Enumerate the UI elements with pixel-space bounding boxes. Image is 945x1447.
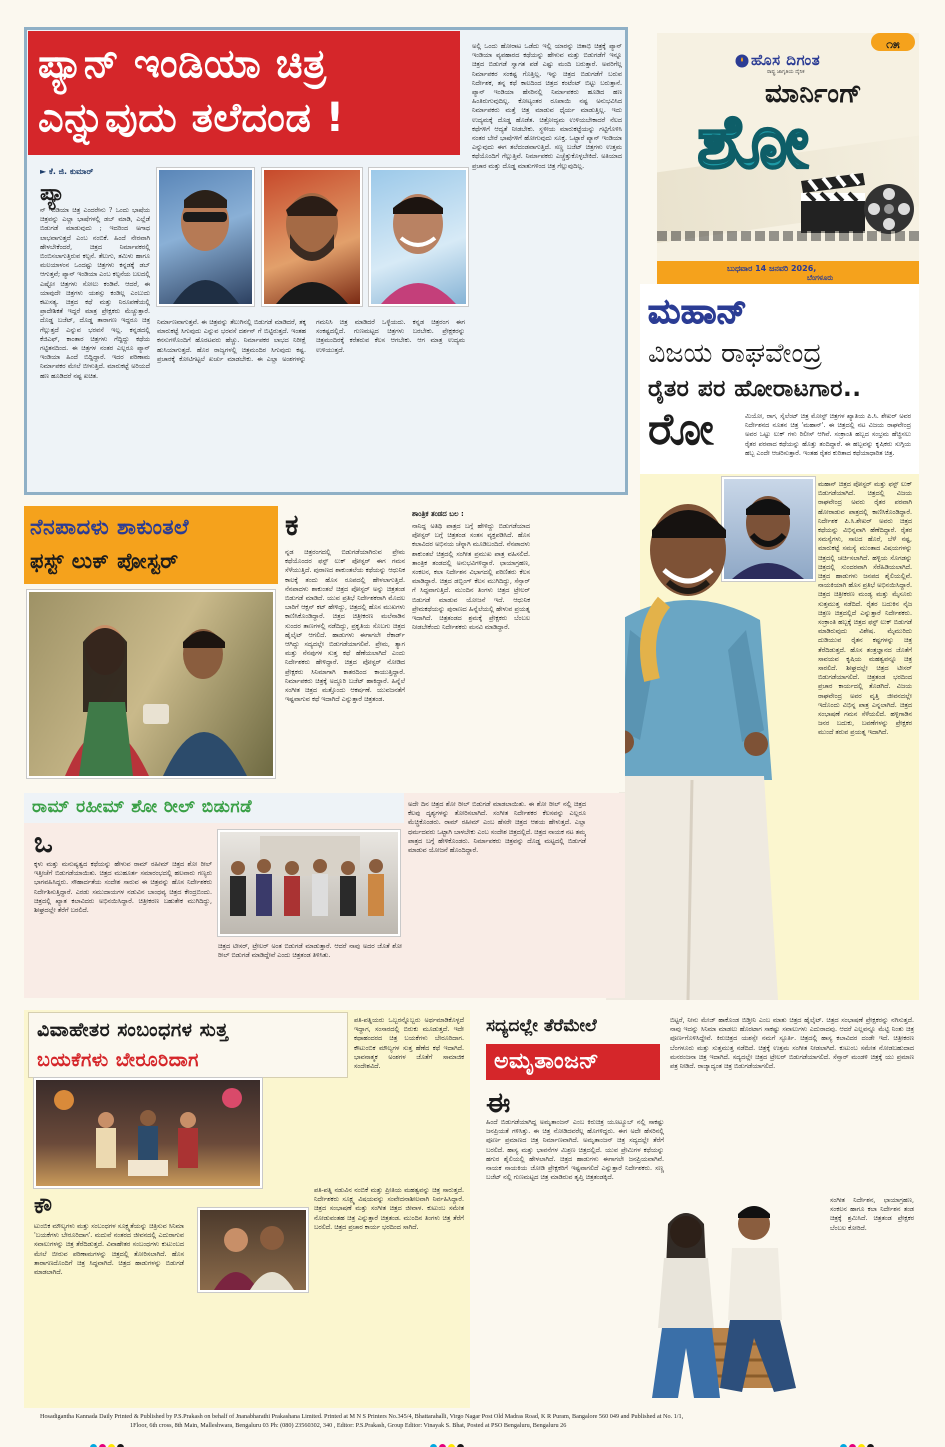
story1-text-col1: ನ್ ಇಂಡಿಯಾ ಚಿತ್ರ ಎಂದರೇನು ? ಒಂದು ಭಾಷೆಯ ಚಿತ್ರವನ್ನು ಎಲ್ಲಾ ಭಾಷೆಗಳಲ್ಲಿ ಡಬ್ ಮಾಡಿ, ಎಲ್ಲೆಡೆ ಬಿಡುಗಡೆ ಮಾಡುವುದು ; ಇದರಿಂದ ಅಗಾಧ ಲಾಭವಾಗುತ್ತದೆ ಎಂಬ ನಂಬಿಕೆ. ಹಿಂದೆ ನೇರವಾಗಿ ಹೇಳಬೇಕೆಂದರೆ, ಚಿತ್ರದ ನಿರ್ಮಾಪಕರಲ್ಲಿ ಬಿಂಬಿಸಲಾಗುತ್ತಿರುವ ಕಲ್ಪನೆ. ತೆಲುಗು, ತಮಿಳು ಹಾಗೂ ಮಲಯಾಳಂನ ಒಂದಷ್ಟು ಚಿತ್ರಗಳು ಕನ್ನಡಕ್ಕೆ ಡಬ್ ಆಗುತ್ತವೆ; ಪ್ಯಾನ್ ಇಂಡಿಯಾ ಎಂಬ ಕಲ್ಪನೆಯ ಬಲದಲ್ಲಿ ಎಷ್ಟೋ ಚಿತ್ರಗಳು ಸೋಲು ಕಂಡಿವೆ. ಆದರೆ, ಈ ಯಾವುದೇ ಚಿತ್ರಗಳು ಯಶಸ್ಸು ಕಂಡಿಲ್ಲ ಎಂಬುದು ಕಟುಸತ್ಯ. ಚಿತ್ರದ ಕಥೆ ಮತ್ತು ನಿರೂಪಣೆಯಲ್ಲಿ ಪ್ರಾದೇಶಿಕತೆ ಇದ್ದರೆ ಮಾತ್ರ ಪ್ರೇಕ್ಷಕರು ಮೆಚ್ಚುತ್ತಾರೆ. ದೊಡ್ಡ ಬಜೆಟ್, ದೊಡ್ಡ ತಾರಾಗಣ ಇದ್ದರೂ ಚಿತ್ರ ಗೆಲ್ಲುತ್ತದೆ ಎನ್ನುವ ಭರವಸೆ ಇಲ್ಲ. ಕನ್ನಡದಲ್ಲಿ ಕೆಜಿಎಫ್, ಕಾಂತಾರ ಚಿತ್ರಗಳು ಗೆದ್ದಿದ್ದು ಕಥೆಯ ಗಟ್ಟಿತನದಿಂದ. ಈ ಚಿತ್ರಗಳ ನಂತರ ಎಲ್ಲರೂ ಪ್ಯಾನ್ ಇಂಡಿಯಾ ಹಿಂದೆ ಬಿದ್ದಿದ್ದಾರೆ. ಇದರ ಪರಿಣಾಮ ನಿರ್ಮಾಪಕರ ಮೇಲೆ ಬೀಳುತ್ತಿದೆ. ಮಾರುಕಟ್ಟೆ ಅರಿಯದೆ ಹಣ ಹೂಡಿದರೆ ನಷ್ಟ ಖಚಿತ. <box>40 206 150 380</box>
clapperboard-icon <box>797 173 869 239</box>
page-number-badge <box>871 33 915 51</box>
footer <box>0 1410 945 1447</box>
amrutanjan-title-box <box>486 1044 660 1080</box>
shakuntale-headline-line2: ಫಸ್ಟ್ ಲುಕ್ ಪೋಸ್ಟರ್ <box>30 549 179 573</box>
actor-photo-1 <box>157 168 254 306</box>
story1-text-col2: ಅಲ್ಲಿ ಒಂದು ಹೋರಾಟ ಒಡೆದು ಇಲ್ಲಿ ಯಾರನ್ನು ಚಿತಾಭಿ ಚಿತ್ರಕ್ಕೆ ಪ್ಯಾನ್ ಇಂಡಿಯಾ ವ್ಯವಹಾರದ ಕಥೆಯನ್ನು ಹೇಳುವ ಮತ್ತು ಬಿಡುಗಡೆಗೆ ಇನ್ನೂ ಚಿತ್ರದ ಬಿಡುಗಡೆ ಸ್ವಾಗತ ಪಡೆ ಎಷ್ಟು ಮಂದಿ ಬರುತ್ತಾರೆ. ಅವರಿಗೆಲ್ಲ ನಿರ್ಮಾಪಕರ ಸಂಕಷ್ಟ ಗೊತ್ತಿಲ್ಲ. ಇನ್ನು ಚಿತ್ರದ ಬಿಡುಗಡೆಗೆ ಬರುವ ನಿರ್ದೇಶಕ, ತನ್ನ ಕಥೆ ಕಾಲದಿಂದ ಚಿತ್ರದ ಕಂಟೆಂಟ್ ಬಿಟ್ಟು ಬರುತ್ತಾನೆ. ಪ್ಯಾನ್ ಇಂಡಿಯಾ ಹೆಸರಿನಲ್ಲಿ ನಿರ್ಮಾಪಕರು ಹೂಡಿದ ಹಣ ಹಿಂತಿರುಗುವುದಿಲ್ಲ. ಕೋಟ್ಯಂತರ ರೂಪಾಯಿ ನಷ್ಟ ಅನುಭವಿಸಿದ ನಿರ್ಮಾಪಕರು ಮತ್ತೆ ಚಿತ್ರ ಮಾಡುವ ಧೈರ್ಯ ಮಾಡುತ್ತಿಲ್ಲ. ಇದು ಉದ್ಯಮಕ್ಕೆ ದೊಡ್ಡ ಹೊಡೆತ. ಚಿತ್ರೋದ್ಯಮ ಉಳಿಯಬೇಕಾದರೆ ನೆಲದ ಕಥೆಗಳಿಗೆ ಆದ್ಯತೆ ನೀಡಬೇಕು. ಸ್ಥಳೀಯ ಮಾರುಕಟ್ಟೆಯನ್ನು ಗಟ್ಟಿಗೊಳಿಸಿ ನಂತರ ಬೇರೆ ಭಾಷೆಗಳಿಗೆ ಹೋಗುವುದು ಸೂಕ್ತ. ಒಟ್ಟಾರೆ ಪ್ಯಾನ್ ಇಂಡಿಯಾ ಎನ್ನುವುದು ಈಗ ತಲೆದಂಡವಾಗುತ್ತಿದೆ. ಸಣ್ಣ ಬಜೆಟ್ ಚಿತ್ರಗಳು ಉತ್ತಮ ಕಥೆಯೊಂದಿಗೆ ಗೆಲ್ಲುತ್ತಿವೆ. ನಿರ್ಮಾಪಕರು ಎಚ್ಚೆತ್ತುಕೊಳ್ಳಬೇಕಿದೆ. ಅತಿಯಾದ ಪ್ರಚಾರ ಮತ್ತು ದೊಡ್ಡ ಮಾತುಗಳಿಂದ ಚಿತ್ರ ಗೆಲ್ಲುವುದಿಲ್ಲ. <box>472 42 622 170</box>
amrutanjan-text-col3: ಸಂಗೀತ ನಿರ್ದೇಶನ, ಛಾಯಾಗ್ರಹಣ, ಸಂಕಲನ ಹಾಗೂ ಕಲಾ ನಿರ್ದೇಶನ ತಂಡ ಚಿತ್ರಕ್ಕೆ ಶ್ರಮಿಸಿದೆ. ಚಿತ್ರತಂಡ ಪ್ರೇಕ್ಷಕರ ಬೆಂಬಲ ಕೋರಿದೆ. <box>830 1196 914 1232</box>
mahan-headline-line1: ಮಹಾನ್ <box>648 292 748 332</box>
registration-marks-center <box>430 1436 466 1447</box>
vivahetara-couple-photo <box>198 1208 308 1292</box>
amrutanjan-text-col2: ಬಿಟ್ಟರೆ, ನೀನು ಮೇಜ್ ಹಾಕೊಂಡ ಬಿಡ್ತೀನಿ ಎಂಬ ಮಾತು ಚಿತ್ರದ ಹೈಲೈಟ್. ಚಿತ್ರದ ಸಂಭಾಷಣೆ ಪ್ರೇಕ್ಷಕರನ್ನು ನಗಿಸುತ್ತದೆ. ನಾವು ಇದನ್ನು ಸಿನಿಮಾ ಮಾಡಲು ಹೊರಟಾಗ ಸಾಕಷ್ಟು ಸವಾಲುಗಳು ಎದುರಾದವು. ಆದರೆ ಎಲ್ಲವನ್ನೂ ಮೆಟ್ಟಿ ನಿಂತು ಚಿತ್ರ ಪೂರ್ಣಗೊಳಿಸಿದ್ದೇವೆ. ಕಿರುಚಿತ್ರದ ಯಶಸ್ಸೇ ನಮಗೆ ಸ್ಫೂರ್ತಿ. ಚಿತ್ರದಲ್ಲಿ ಹಾಸ್ಯ ಕಲಾವಿದರ ದಂಡೇ ಇದೆ. ಚಿತ್ರೀಕರಣ ಬೆಂಗಳೂರು ಮತ್ತು ಸುತ್ತಮುತ್ತ ನಡೆದಿದೆ. ಚಿತ್ರಕ್ಕೆ ಉತ್ತಮ ಸಂಗೀತ ನೀಡಲಾಗಿದೆ. ಕುಟುಂಬ ಸಮೇತ ನೋಡಬಹುದಾದ ಮನರಂಜನಾ ಚಿತ್ರ ಇದಾಗಿದೆ. ಸದ್ಯದಲ್ಲೇ ಚಿತ್ರದ ಟ್ರೇಲರ್ ಬಿಡುಗಡೆಯಾಗಲಿದೆ. ಸೆನ್ಸಾರ್ ಮಂಡಳಿ ಚಿತ್ರಕ್ಕೆ ಯು ಪ್ರಮಾಣ ಪತ್ರ ನೀಡಿದೆ. ರಾಜ್ಯಾದ್ಯಂತ ಚಿತ್ರ ಬಿಡುಗಡೆಯಾಗಲಿದೆ. <box>670 1016 914 1071</box>
shakuntale-subhead: ಶಾಂತ್ರಿಕ ತಂಡದ ಬಲ : <box>412 510 464 518</box>
amrutanjan-couple-photo <box>602 1188 832 1410</box>
story1-headline-line1: ಪ್ಯಾನ್ ಇಂಡಿಯಾ ಚಿತ್ರ <box>38 41 327 87</box>
story1-text-bottom: ನಿರ್ಮಾಣವಾಗುತ್ತವೆ. ಈ ಚಿತ್ರವನ್ನು ತೆಲುಗಿನಲ್ಲಿ ಬಿಡುಗಡೆ ಮಾಡಿದರೆ, ತಕ್ಕ ಮಾರುಕಟ್ಟೆ ಸಿಗುವುದು ಎನ್ನುವ ಭರವಸೆ ದರ್ಶನ್ ಗೆ ಬಿಟ್ಟಿರುತ್ತದೆ. ಇಂತಹ ಕನಸುಗಳೊಂದಿಗೆ ಹೊರಟವರು ಹೆಚ್ಚು. ನಿರ್ಮಾಪಕರ ಲಾಭದ ನಿರೀಕ್ಷೆ ಹುಸಿಯಾಗುತ್ತದೆ. ಹೊರ ರಾಜ್ಯಗಳಲ್ಲಿ ಚಿತ್ರಮಂದಿರ ಸಿಗುವುದು ಕಷ್ಟ. ಪ್ರಚಾರಕ್ಕೆ ಕೋಟಿಗಟ್ಟಲೆ ಖರ್ಚು ಮಾಡಬೇಕು. ಈ ಎಲ್ಲಾ ಅಂಶಗಳನ್ನು ಗಮನಿಸಿ ಚಿತ್ರ ಮಾಡಿದರೆ ಒಳ್ಳೆಯದು. ಕನ್ನಡ ಚಿತ್ರರಂಗ ಈಗ ಸಂಕಷ್ಟದಲ್ಲಿದೆ. ಗುಣಮಟ್ಟದ ಚಿತ್ರಗಳು ಬರಬೇಕು. ಪ್ರೇಕ್ಷಕರನ್ನು ಚಿತ್ರಮಂದಿರಕ್ಕೆ ಕರೆತರುವ ಕೆಲಸ ಆಗಬೇಕು. ಆಗ ಮಾತ್ರ ಉದ್ಯಮ ಉಳಿಯುತ್ತದೆ. <box>157 318 465 363</box>
mahan-text-col: ಮಹಾನ್ ಚಿತ್ರದ ಪೋಸ್ಟರ್ ಮತ್ತು ಫಸ್ಟ್ ಲುಕ್ ಬಿಡುಗಡೆಯಾಗಿದೆ. ಚಿತ್ರದಲ್ಲಿ ವಿಜಯ ರಾಘವೇಂದ್ರ ಅವರು ರೈತರ ಪರವಾಗಿ ಹೋರಾಡುವ ಪಾತ್ರದಲ್ಲಿ ಕಾಣಿಸಿಕೊಂಡಿದ್ದಾರೆ. ನಿರ್ದೇಶಕ ಪಿ.ಸಿ.ಶೇಖರ್ ಅವರು ಚಿತ್ರದ ಕಥೆಯನ್ನು ವಿಭಿನ್ನವಾಗಿ ಹೆಣೆದಿದ್ದಾರೆ. ರೈತರ ಸಮಸ್ಯೆಗಳು, ಸಾಲದ ಹೊರೆ, ಬೆಳೆ ನಷ್ಟ, ಮಾರುಕಟ್ಟೆ ಸಮಸ್ಯೆ ಮುಂತಾದ ವಿಷಯಗಳನ್ನು ಚಿತ್ರದಲ್ಲಿ ಚರ್ಚಿಸಲಾಗಿದೆ. ಹಳ್ಳಿಯ ಸೊಗಡನ್ನು ಚಿತ್ರದಲ್ಲಿ ಸುಂದರವಾಗಿ ಸೆರೆಹಿಡಿಯಲಾಗಿದೆ. ಚಿತ್ರದ ಹಾಡುಗಳು ಜನಪದ ಶೈಲಿಯಲ್ಲಿವೆ. ನಾಯಕಿಯಾಗಿ ಹೊಸ ಪ್ರತಿಭೆ ಅಭಿನಯಿಸಿದ್ದಾರೆ. ಚಿತ್ರದ ಚಿತ್ರೀಕರಣ ಮಂಡ್ಯ ಮತ್ತು ಮೈಸೂರು ಸುತ್ತಮುತ್ತ ನಡೆದಿದೆ. ರೈತರ ಬದುಕಿನ ನೈಜ ಚಿತ್ರಣ ಚಿತ್ರದಲ್ಲಿದೆ ಎನ್ನುತ್ತಾರೆ ನಿರ್ದೇಶಕರು. ಸಂಕ್ರಾಂತಿ ಹಬ್ಬಕ್ಕೆ ಚಿತ್ರದ ಫಸ್ಟ್ ಲುಕ್ ಬಿಡುಗಡೆ ಮಾಡಿರುವುದು ವಿಶೇಷ. ಮೈಮುರಿದು ದುಡಿಯುವ ರೈತನ ಕಷ್ಟಗಳನ್ನು ಚಿತ್ರ ತೆರೆದಿಡುತ್ತದೆ. ಹೊಸ ತಂತ್ರಜ್ಞಾನದ ಜೊತೆಗೆ ಸಾವಯವ ಕೃಷಿಯ ಮಹತ್ವವನ್ನೂ ಚಿತ್ರ ಸಾರಲಿದೆ. ಶೀಘ್ರದಲ್ಲೇ ಚಿತ್ರದ ಟೀಸರ್ ಬಿಡುಗಡೆಯಾಗಲಿದೆ. ಚಿತ್ರತಂಡ ಭರದಿಂದ ಪ್ರಚಾರ ಕಾರ್ಯದಲ್ಲಿ ತೊಡಗಿದೆ. ವಿಜಯ ರಾಘವೇಂದ್ರ ಅವರ ವೃತ್ತಿ ಜೀವನದಲ್ಲೇ ಇದೊಂದು ವಿಭಿನ್ನ ಪಾತ್ರ ಎನ್ನಲಾಗಿದೆ. ಚಿತ್ರದ ಸಂಭಾಷಣೆ ಗಮನ ಸೆಳೆಯಲಿದೆ. ಹಳ್ಳಿಗಾಡಿನ ಜನರ ಬದುಕು, ಬವಣೆಗಳನ್ನು ಪ್ರೇಕ್ಷಕರ ಮುಂದೆ ತರುವ ಪ್ರಯತ್ನ ಇದಾಗಿದೆ. <box>818 480 912 737</box>
vivahetara-headline-line1: ವಿವಾಹೇತರ ಸಂಬಂಧಗಳ ಸುತ್ತ <box>37 1019 229 1041</box>
story1-headline-line2: ಎನ್ನುವುದು ತಲೆದಂಡ ! <box>38 95 345 141</box>
amrutanjan-dropcap: ಈ <box>486 1086 511 1119</box>
story1-dropcap: ಪ್ಯಾ <box>40 180 65 206</box>
ramrahim-dropcap: ಒ <box>34 826 53 859</box>
amrutanjan-kicker: ಸದ್ಯದಲ್ಲೇ ತೆರೆಮೇಲೆ <box>486 1016 597 1036</box>
shakuntale-text-col1: ನ್ನಡ ಚಿತ್ರರಂಗದಲ್ಲಿ ಬಿಡುಗಡೆಯಾಗಿರುವ ಪ್ರೇಮ ಕಥೆಯೊಂದರ ಫಸ್ಟ್ ಲುಕ್ ಪೋಸ್ಟರ್ ಈಗ ಗಮನ ಸೆಳೆಯುತ್ತಿದೆ. ಪುರಾಣದ ಶಾಕುಂತಲೆಯ ಕಥೆಯನ್ನು ಆಧುನಿಕ ಕಾಲಕ್ಕೆ ತಂದು ಹೊಸ ರೂಪದಲ್ಲಿ ಹೇಳಲಾಗುತ್ತಿದೆ. ನೆನಪಾದಳು ಶಾಕುಂತಲೆ ಚಿತ್ರದ ಪೋಸ್ಟರ್ ಅನ್ನು ಚಿತ್ರತಂಡ ಬಿಡುಗಡೆ ಮಾಡಿದೆ. ಯುವ ಪ್ರತಿಭೆ ನಿರ್ದೇಶಕರಾಗಿ ಮೊದಲ ಬಾರಿಗೆ ಆಕ್ಷನ್ ಕಟ್ ಹೇಳಿದ್ದು, ಚಿತ್ರದಲ್ಲಿ ಹೊಸ ಮುಖಗಳು ಕಾಣಿಸಿಕೊಂಡಿದ್ದಾರೆ. ಚಿತ್ರದ ಚಿತ್ರೀಕರಣ ಮಲೆನಾಡಿನ ಸುಂದರ ತಾಣಗಳಲ್ಲಿ ನಡೆದಿದ್ದು, ಪ್ರಕೃತಿಯ ಸೊಬಗು ಚಿತ್ರದ ಹೈಲೈಟ್ ಆಗಲಿದೆ. ಹಾಡುಗಳು ಈಗಾಗಲೇ ರೆಕಾರ್ಡ್ ಆಗಿದ್ದು ಸದ್ಯದಲ್ಲೇ ಬಿಡುಗಡೆಯಾಗಲಿವೆ. ಪ್ರೇಮ, ತ್ಯಾಗ ಮತ್ತು ನೆನಪುಗಳ ಸುತ್ತ ಕಥೆ ಹೆಣೆಯಲಾಗಿದೆ ಎಂದು ನಿರ್ದೇಶಕರು ಹೇಳಿದ್ದಾರೆ. ಚಿತ್ರದ ಪೋಸ್ಟರ್ ನೋಡಿದ ಪ್ರೇಕ್ಷಕರು ಸಿನಿಮಾಗಾಗಿ ಕಾತರದಿಂದ ಕಾಯುತ್ತಿದ್ದಾರೆ. ನಿರ್ಮಾಪಕರು ಚಿತ್ರಕ್ಕೆ ಅದ್ದೂರಿ ಬಜೆಟ್ ಹಾಕಿದ್ದಾರೆ. ಹಿನ್ನೆಲೆ ಸಂಗೀತ ಚಿತ್ರದ ಮತ್ತೊಂದು ಆಕರ್ಷಣೆ. ಯುವಜನತೆಗೆ ಇಷ್ಟವಾಗುವ ಕಥೆ ಇದಾಗಿದೆ ಎನ್ನುತ್ತಾರೆ ಚಿತ್ರತಂಡ. <box>285 548 405 704</box>
masthead-film-strip <box>657 231 919 241</box>
page-number: ೧೫ <box>886 37 900 51</box>
masthead-section-small: ಮಾರ್ನಿಂಗ್ <box>765 79 863 109</box>
vivahetara-text-col2: ಪತಿ-ಪತ್ನಿ ನಡುವಿನ ನಂಬಿಕೆ ಮತ್ತು ಪ್ರೀತಿಯ ಮಹತ್ವವನ್ನು ಚಿತ್ರ ಸಾರುತ್ತದೆ. ನಿರ್ದೇಶಕರು ಸೂಕ್ಷ್ಮ ವಿಷಯವನ್ನು ಸಂವೇದನಾಶೀಲವಾಗಿ ನಿರ್ವಹಿಸಿದ್ದಾರೆ. ಚಿತ್ರದ ಸಂಭಾಷಣೆ ಮತ್ತು ಸಂಗೀತ ಚಿತ್ರದ ಜೀವಾಳ. ಕುಟುಂಬ ಸಮೇತ ನೋಡುವಂತಹ ಚಿತ್ರ ಎನ್ನುತ್ತಾರೆ ಚಿತ್ರತಂಡ. ಮುಂದಿನ ತಿಂಗಳು ಚಿತ್ರ ತೆರೆಗೆ ಬರಲಿದೆ. ಚಿತ್ರದ ಪ್ರಚಾರ ಕಾರ್ಯ ಭರದಿಂದ ಸಾಗಿದೆ. <box>314 1186 464 1231</box>
story1-byline: ► ಕೆ. ಜಿ. ಕುಮಾರ್ <box>40 167 94 176</box>
masthead-section-big: ಶೋ <box>697 99 810 185</box>
ramrahim-headline-box <box>24 793 404 823</box>
ramrahim-caption: ಚಿತ್ರದ ಟೀಸರ್, ಟ್ರೇಲರ್ ಅಂತ ಬಿಡುಗಡೆ ಮಾಡುತ್ತಾರೆ. ಆದರೆ ನಾವು ಅದರ ಜೊತೆ ಶೋ ರೀಲ್ ಬಿಡುಗಡೆ ಮಾಡಿದ್ದೇವೆ ಎಂದು ಚಿತ್ರತಂಡ ತಿಳಿಸಿತು. <box>218 942 402 960</box>
ramrahim-headline: ರಾಮ್ ರಹೀಮ್ ಶೋ ರೀಲ್ ಬಿಡುಗಡೆ <box>32 797 253 817</box>
actor-photo-3 <box>369 168 468 306</box>
shakuntale-headline-box <box>24 506 278 584</box>
masthead-brand: ಹೊಸ ದಿಗಂತ <box>751 51 821 69</box>
mahan-headline-line2: ವಿಜಯ ರಾಘವೇಂದ್ರ <box>648 338 822 369</box>
mahan-dropcap: ರೋ <box>648 404 714 455</box>
ramrahim-text-col2: ಅದೇ ದಿನ ಚಿತ್ರದ ಶೋ ರೀಲ್ ಬಿಡುಗಡೆ ಮಾಡಲಾಯಿತು. ಈ ಶೋ ರೀಲ್ ನಲ್ಲಿ ಚಿತ್ರದ ಕೆಲವು ದೃಶ್ಯಗಳನ್ನು ತೋರಿಸಲಾಗಿದೆ. ಸಂಗೀತ ನಿರ್ದೇಶಕರ ಕೆಲಸವನ್ನು ಎಲ್ಲರೂ ಮೆಚ್ಚಿಕೊಂಡರು. ರಾಮ್ ರಹೀಮ್ ಎಂಬ ಹೆಸರೇ ಚಿತ್ರದ ಆಶಯ ಹೇಳುತ್ತದೆ. ಎಲ್ಲಾ ಧರ್ಮದವರು ಒಟ್ಟಾಗಿ ಬಾಳಬೇಕು ಎಂಬ ಸಂದೇಶ ಚಿತ್ರದಲ್ಲಿದೆ. ಚಿತ್ರದ ನಾಯಕ ನಟ ತಮ್ಮ ಪಾತ್ರದ ಬಗ್ಗೆ ಹೇಳಿಕೊಂಡರು. ನಿರ್ಮಾಪಕರು ಚಿತ್ರವನ್ನು ದೊಡ್ಡ ಮಟ್ಟದಲ್ಲಿ ಬಿಡುಗಡೆ ಮಾಡುವ ಯೋಜನೆ ಹೊಂದಿದ್ದಾರೆ. <box>408 800 586 855</box>
lamp-logo-icon <box>735 53 749 72</box>
masthead <box>657 33 919 284</box>
amrutanjan-title: ಅಮೃತಾಂಜನ್ <box>494 1049 600 1074</box>
registration-marks-right <box>840 1436 876 1447</box>
vivahetara-headline-box <box>28 1012 348 1078</box>
ramrahim-event-photo <box>218 830 400 936</box>
vivahetara-text-top: ಪತಿ-ಪತ್ನಿಯರು ಒಬ್ಬರನ್ನೊಬ್ಬರು ಅರ್ಥಮಾಡಿಕೊಳ್ಳದೆ ಇದ್ದಾಗ, ಸಂಸಾರದಲ್ಲಿ ಬಿರುಕು ಮೂಡುತ್ತದೆ. ಇದೇ ಕಥಾಹಂದರದ ಚಿತ್ರ ಬಯಕೆಗಳು ಬೇರೂರಿದಾಗ. ಕೌಟುಂಬಿಕ ಮೌಲ್ಯಗಳ ಸುತ್ತ ಹೆಣೆದ ಕಥೆ ಇದಾಗಿದೆ. ಭಾವನಾತ್ಮಕ ಅಂಶಗಳ ಜೊತೆಗೆ ಸಾಮಾಜಿಕ ಸಂದೇಶವಿದೆ. <box>354 1016 464 1071</box>
footer-imprint-line2: 1Floor, 6th cross, 8th Main, Malleshwara, Bengaluru 03 Ph: (080) 23560302, 340 , Editor: P.S.Prakash, Group Editor: Vinayak S. Bhat, Posted at PSO Bengaluru, Bengaluru 26 <box>130 1422 567 1429</box>
amrutanjan-text-col1: ಹಿಂದೆ ಬಿಡುಗಡೆಯಾಗಿದ್ದ ಅಮೃತಾಂಜನ್ ಎಂಬ ಕಿರುಚಿತ್ರ ಯೂಟ್ಯೂಬ್ ನಲ್ಲಿ ಸಾಕಷ್ಟು ಜನಪ್ರಿಯತೆ ಗಳಿಸಿತ್ತು. ಈ ಚಿತ್ರ ನೋಡಿದವರೆಲ್ಲ ಹೊಗಳಿದ್ದರು. ಈಗ ಅದೇ ಹೆಸರಿನಲ್ಲಿ ಪೂರ್ಣ ಪ್ರಮಾಣದ ಚಿತ್ರ ನಿರ್ಮಾಣವಾಗಿದೆ. ಅಮೃತಾಂಜನ್ ಚಿತ್ರ ಸದ್ಯದಲ್ಲೇ ತೆರೆಗೆ ಬರಲಿದೆ. ಹಾಸ್ಯ ಮತ್ತು ಭಾವನೆಗಳ ಮಿಶ್ರಣ ಚಿತ್ರದಲ್ಲಿದೆ. ಯುವ ಪ್ರೇಮಿಗಳ ಕಥೆಯನ್ನು ಹಗುರ ಶೈಲಿಯಲ್ಲಿ ಹೇಳಲಾಗಿದೆ. ಚಿತ್ರದ ಹಾಡುಗಳು ಈಗಾಗಲೇ ಜನಪ್ರಿಯವಾಗಿವೆ. ನಾಯಕ ನಾಯಕಿಯ ಜೋಡಿ ಪ್ರೇಕ್ಷಕರಿಗೆ ಇಷ್ಟವಾಗಲಿದೆ ಎನ್ನುತ್ತಾರೆ ನಿರ್ದೇಶಕರು. ಸಣ್ಣ ಬಜೆಟ್ ನಲ್ಲಿ ಗುಣಮಟ್ಟದ ಚಿತ್ರ ಮಾಡಿರುವ ತೃಪ್ತಿ ಚಿತ್ರತಂಡಕ್ಕಿದೆ. <box>486 1118 664 1182</box>
masthead-tagline: ರಾಷ್ಟ್ರ ಜಾಗೃತಿಯ ದೈನಿಕ <box>767 69 805 75</box>
shakuntale-text-col2: ನಾನಿದ್ದ ಅತಿಥಿ ಪಾತ್ರದ ಬಗ್ಗೆ ಹೇಳಿದ್ದು ಬಿಡುಗಡೆಯಾದ ಪೋಸ್ಟರ್ ಬಗ್ಗೆ ಚಿತ್ರತಂಡ ಸಂತಸ ವ್ಯಕ್ತಪಡಿಸಿದೆ. ಹೊಸ ಕಲಾವಿದರ ಅಭಿನಯ ಚೆನ್ನಾಗಿ ಮೂಡಿಬಂದಿದೆ. ನೆನಪಾದಳು ಶಾಕುಂತಲೆ ಚಿತ್ರದಲ್ಲಿ ಸಂಗೀತ ಪ್ರಮುಖ ಪಾತ್ರ ವಹಿಸಲಿದೆ. ತಾಂತ್ರಿಕ ತಂಡದಲ್ಲಿ ಅನುಭವಿಗಳಿದ್ದಾರೆ. ಛಾಯಾಗ್ರಹಣ, ಸಂಕಲನ, ಕಲಾ ನಿರ್ದೇಶನ ವಿಭಾಗದಲ್ಲಿ ಪರಿಣಿತರು ಕೆಲಸ ಮಾಡಿದ್ದಾರೆ. ಚಿತ್ರದ ಡಬ್ಬಿಂಗ್ ಕೆಲಸ ಮುಗಿದಿದ್ದು, ಸೆನ್ಸಾರ್ ಗೆ ಸಿದ್ಧವಾಗುತ್ತಿದೆ. ಮುಂದಿನ ತಿಂಗಳು ಚಿತ್ರದ ಟ್ರೇಲರ್ ಬಿಡುಗಡೆ ಮಾಡುವ ಯೋಜನೆ ಇದೆ. ಆಧುನಿಕ ಪ್ರೇಮಕಥೆಯನ್ನು ಪುರಾಣದ ಹಿನ್ನೆಲೆಯಲ್ಲಿ ಹೇಳುವ ಪ್ರಯತ್ನ ಇದಾಗಿದೆ. ಚಿತ್ರತಂಡದ ಶ್ರಮಕ್ಕೆ ಪ್ರೇಕ್ಷಕರು ಬೆಂಬಲ ನೀಡಬೇಕೆಂದು ನಿರ್ದೇಶಕರು ಮನವಿ ಮಾಡಿದ್ದಾರೆ. <box>412 522 530 632</box>
registration-marks-left <box>90 1436 126 1447</box>
vivahetara-headline-line2: ಬಯಕೆಗಳು ಬೇರೂರಿದಾಗ <box>37 1049 199 1071</box>
vivahetara-text-col1: ಟುಂಬಿಕ ಮೌಲ್ಯಗಳು ಮತ್ತು ಸಂಬಂಧಗಳ ಸೂಕ್ಷ್ಮತೆಯನ್ನು ಚಿತ್ರಿಸುವ ಸಿನಿಮಾ 'ಬಯಕೆಗಳು ಬೇರೂರಿದಾಗ'. ಮದುವೆ ನಂತರದ ಜೀವನದಲ್ಲಿ ಎದುರಾಗುವ ಸವಾಲುಗಳನ್ನು ಚಿತ್ರ ತೆರೆದಿಡುತ್ತದೆ. ವಿವಾಹೇತರ ಸಂಬಂಧಗಳು ಕುಟುಂಬದ ಮೇಲೆ ಬೀರುವ ಪರಿಣಾಮಗಳನ್ನು ಚಿತ್ರದಲ್ಲಿ ತೋರಿಸಲಾಗಿದೆ. ಹೊಸ ತಾರಾಗಣದೊಂದಿಗೆ ಚಿತ್ರ ಸಿದ್ಧವಾಗಿದೆ. ಚಿತ್ರದ ಹಾಡುಗಳನ್ನು ಬಿಡುಗಡೆ ಮಾಡಲಾಗಿದೆ. <box>34 1222 184 1277</box>
shakuntale-dropcap: ಕ <box>285 508 299 543</box>
footer-imprint-line1: Hosadigantha Kannada Daily Printed & Published by P.S.Prakash on behalf of Jnanabharathi Prakashana Limited. Printed at M N S Printers No.345/4, Bhattarahalli, Virgo Nagar Post Old Madras Road, K R Puram, Bangalore 560 049 and Published at No. 1/1, <box>40 1413 684 1420</box>
actor-photo-2 <box>262 168 362 306</box>
mahan-headline-line3: ರೈತರ ಪರ ಹೋರಾಟಗಾರ.. <box>648 376 862 402</box>
ramrahim-text-col1: ಕ್ಕಳು ಮತ್ತು ಮನುಷ್ಯತ್ವದ ಕಥೆಯನ್ನು ಹೇಳುವ ರಾಮ್ ರಹೀಮ್ ಚಿತ್ರದ ಶೋ ರೀಲ್ ಇತ್ತೀಚೆಗೆ ಬಿಡುಗಡೆಯಾಯಿತು. ಚಿತ್ರದ ಮುಹೂರ್ತ ಸಮಾರಂಭದಲ್ಲಿ ಹಲವಾರು ಗಣ್ಯರು ಭಾಗವಹಿಸಿದ್ದರು. ಸೌಹಾರ್ದತೆಯ ಸಂದೇಶ ಸಾರುವ ಈ ಚಿತ್ರವನ್ನು ಹೊಸ ನಿರ್ದೇಶಕರು ನಿರ್ದೇಶಿಸುತ್ತಿದ್ದಾರೆ. ಎರಡು ಸಮುದಾಯಗಳ ನಡುವಿನ ಬಾಂಧವ್ಯ ಚಿತ್ರದ ಕೇಂದ್ರಬಿಂದು. ಚಿತ್ರದಲ್ಲಿ ಖ್ಯಾತ ಕಲಾವಿದರು ಅಭಿನಯಿಸಿದ್ದಾರೆ. ಚಿತ್ರೀಕರಣ ಬಹುತೇಕ ಮುಗಿದಿದ್ದು, ಶೀಘ್ರದಲ್ಲೇ ತೆರೆಗೆ ಬರಲಿದೆ. <box>34 860 212 915</box>
mahan-text-intro: ಮಿಯೋ, ರಾಗ, ಸೈಲೆಂಟ್ ಚಿತ್ರ ಮೋಸ್ಟ್ ಚಿತ್ರಗಳ ಖ್ಯಾತಿಯ ಪಿ.ಸಿ. ಶೇಖರ್ ಅವರ ನಿರ್ದೇಶನದ ನೂತನ ಚಿತ್ರ 'ಮಹಾನ್'. ಈ ಚಿತ್ರದಲ್ಲಿ ನಟ ವಿಜಯ ರಾಘವೇಂದ್ರ ಅವರ ಒಟ್ಟು ಲುಕ್ ಗಳು ರಿಲೀಸ್ ಆಗಿವೆ. ಸಂಕ್ರಾಂತಿ ಹಬ್ಬದ ಸಂಭ್ರಮ ಹೆಚ್ಚಿಸಲು ರೈತರ ಪರವಾದ ಕಥೆಯನ್ನು ಹೊತ್ತು ತಂದಿದ್ದಾರೆ. ಈ ಹಬ್ಬವನ್ನು ಕೃಷಿಕರು ಸುಗ್ಗಿಯ ಹಬ್ಬ ಎಂದೇ ಆಚರಿಸುತ್ತಾರೆ. ಇಂತಹ ರೈತರ ಕುರಿತಾದ ಕಥೆಯಾಧಾರಿತ ಚಿತ್ರ. <box>745 412 911 457</box>
shakuntale-headline-line1: ನೆನಪಾದಳು ಶಾಕುಂತಲೆ <box>30 515 189 539</box>
story1-headline-box <box>28 31 460 155</box>
vivahetara-party-photo <box>34 1078 262 1188</box>
shakuntale-still-photo <box>27 590 275 778</box>
masthead-date: ಬುಧವಾರ 14 ಜನವರಿ 2026, <box>727 264 817 273</box>
masthead-city: ಬೆಂಗಳೂರು <box>807 274 834 282</box>
vivahetara-dropcap: ಕೌ <box>34 1194 53 1219</box>
masthead-date-bar <box>657 261 919 284</box>
